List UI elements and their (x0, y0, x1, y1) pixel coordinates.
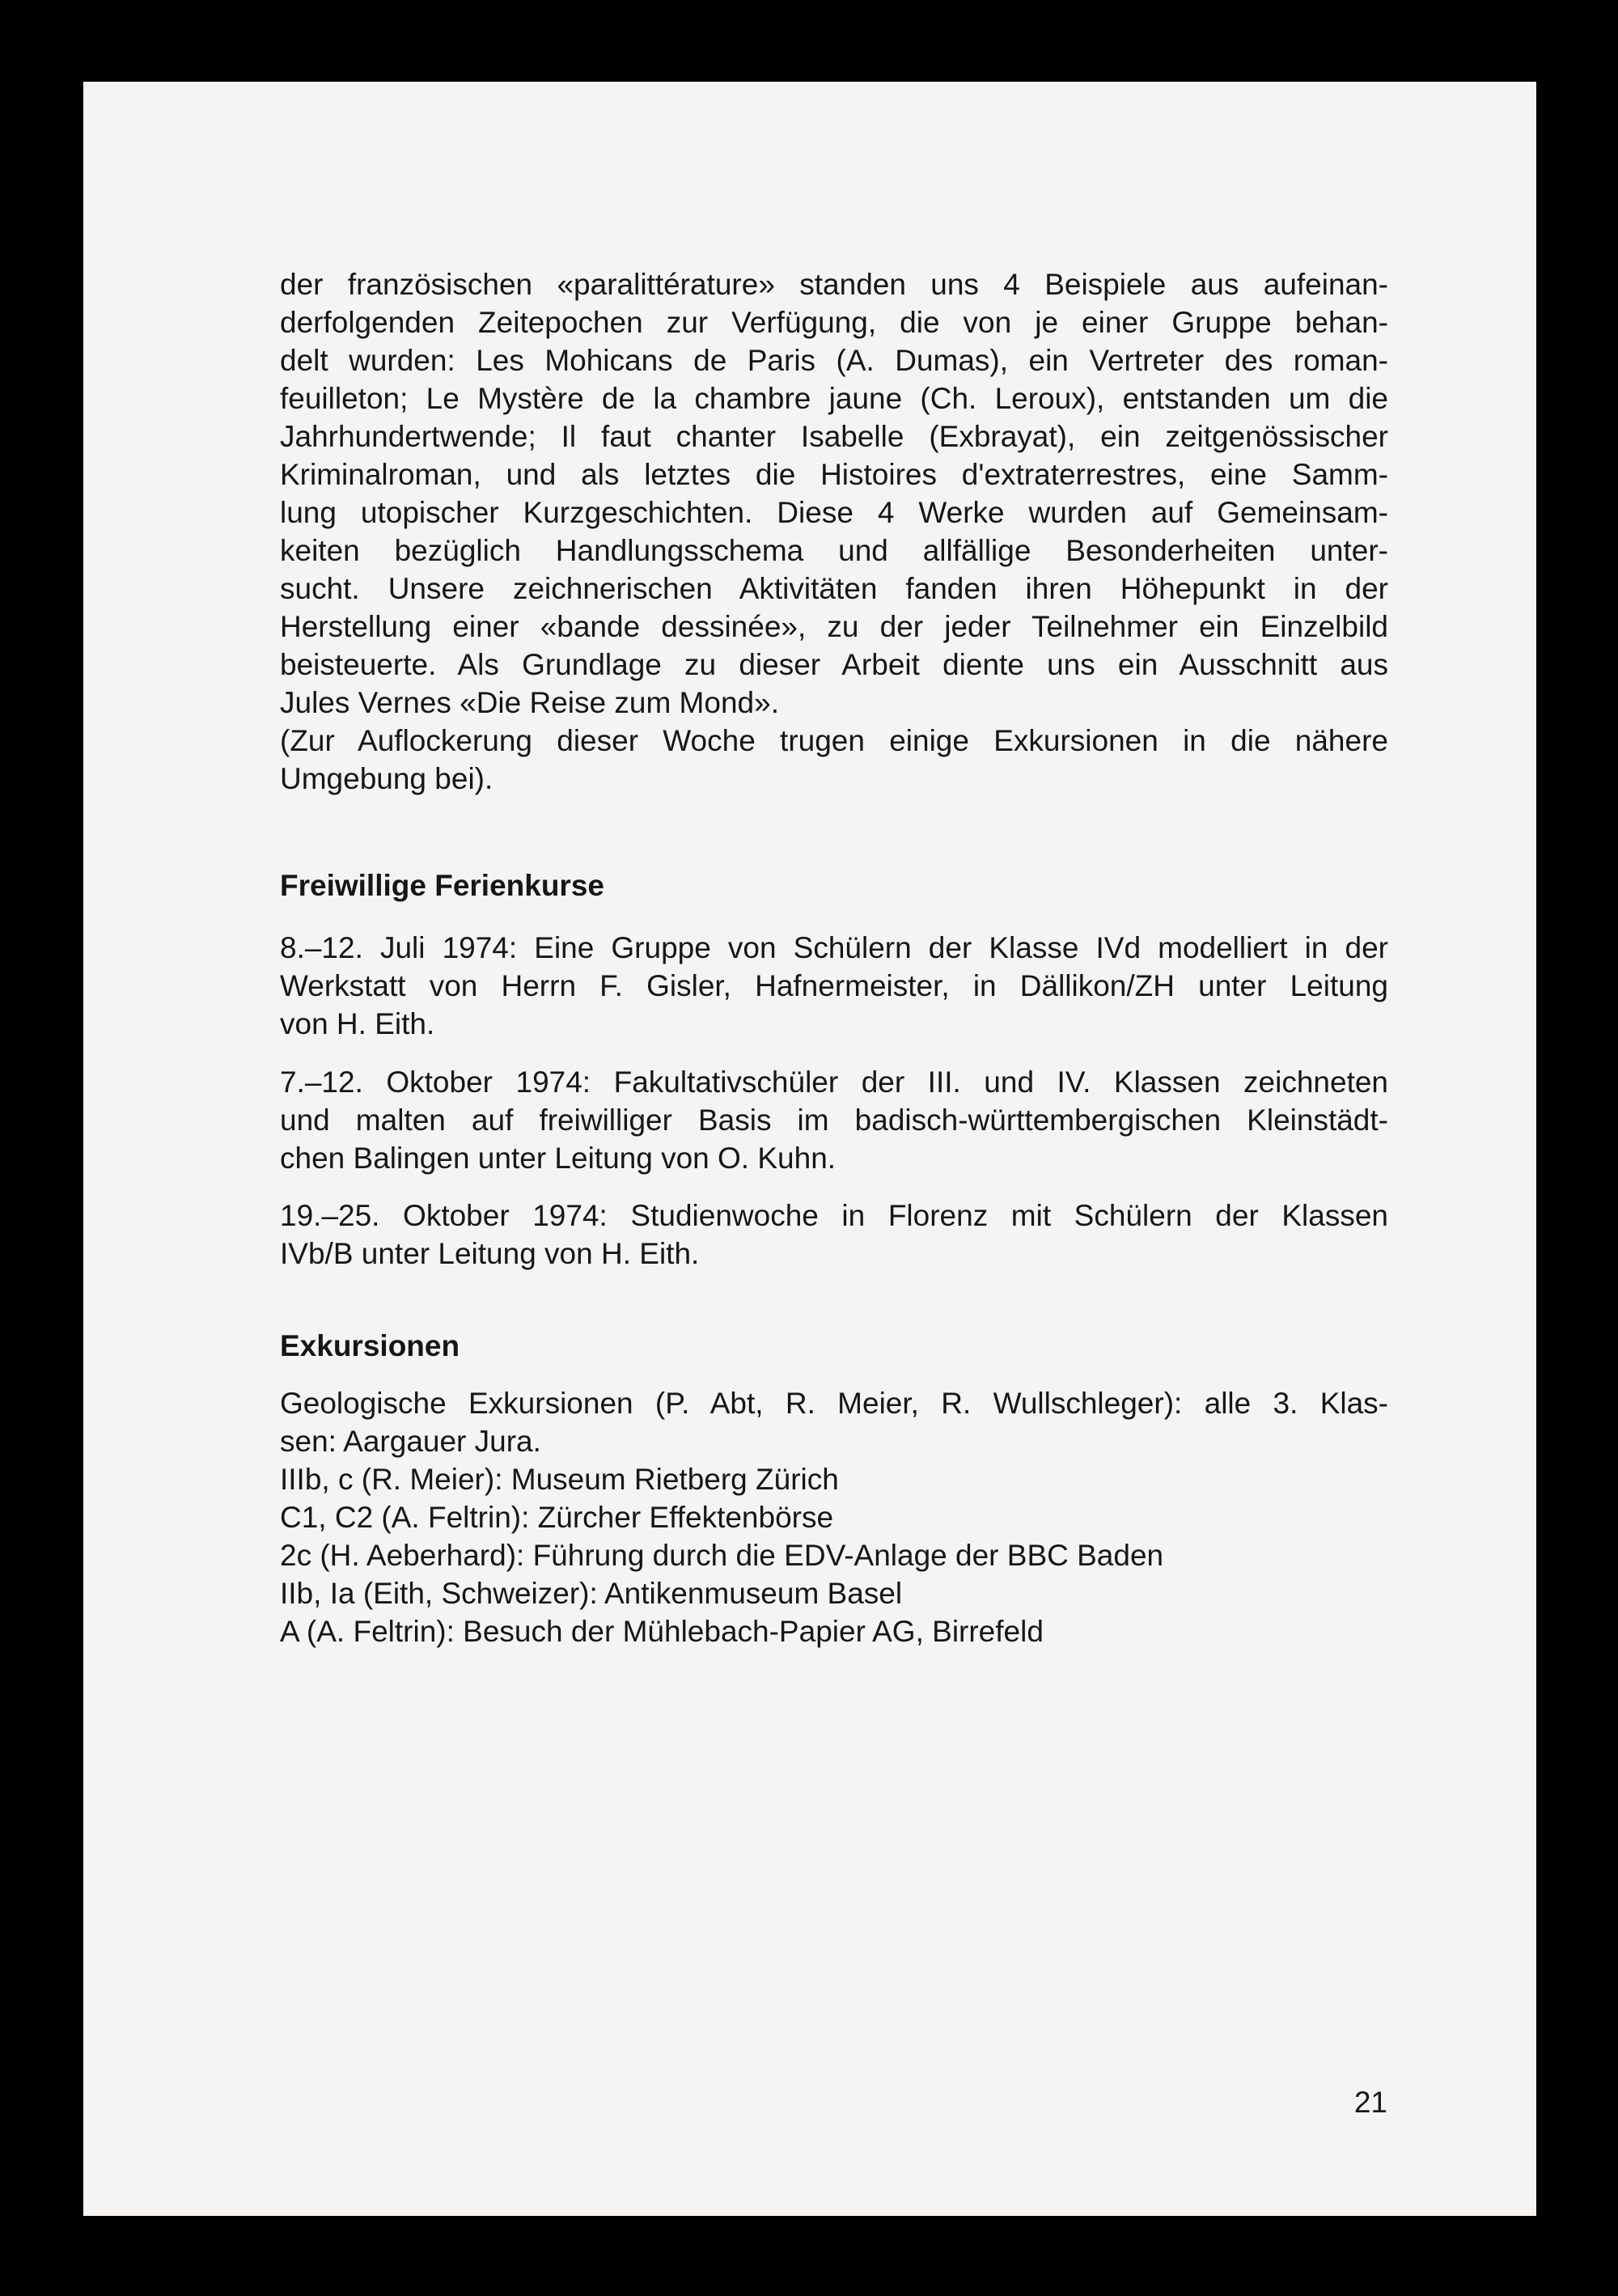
text-line: derfolgenden Zeitepochen zur Verfügung, die von je einer Gruppe behan- (280, 306, 1388, 339)
list-item: Geologische Exkursionen (P. Abt, R. Meier, R. Wullschleger): alle 3. Klas- (280, 1387, 1388, 1420)
text-line: und malten auf freiwilliger Basis im badisch-württembergischen Kleinstädt- (280, 1104, 1388, 1137)
text-line: beisteuerte. Als Grundlage zu dieser Arbeit diente uns ein Ausschnitt aus (280, 648, 1388, 681)
section-heading-exkursionen: Exkursionen (280, 1329, 460, 1362)
course-entry (280, 1197, 1388, 1273)
course-entry (280, 1063, 1388, 1177)
list-item: IIIb, c (R. Meier): Museum Rietberg Zürich (280, 1463, 839, 1496)
text-line: Werkstatt von Herrn F. Gisler, Hafnermeister, in Dällikon/ZH unter Leitung (280, 969, 1388, 1002)
text-line: der französischen «paralittérature» standen uns 4 Beispiele aus aufeinan- (280, 268, 1388, 301)
text-line: Jahrhundertwende; Il faut chanter Isabelle (Exbrayat), ein zeitgenössischer (280, 420, 1388, 453)
list-item: A (A. Feltrin): Besuch der Mühlebach-Papier AG, Birrefeld (280, 1615, 1044, 1648)
text-line: 19.–25. Oktober 1974: Studienwoche in Florenz mit Schülern der Klassen (280, 1199, 1388, 1232)
list-item: sen: Aargauer Jura. (280, 1425, 541, 1458)
text-line: Kriminalroman, und als letztes die Histoires d'extraterrestres, eine Samm- (280, 458, 1388, 491)
intro-paragraph (280, 265, 1388, 798)
section-heading-ferienkurse: Freiwillige Ferienkurse (280, 869, 604, 902)
text-line: IVb/B unter Leitung von H. Eith. (280, 1237, 700, 1270)
list-item: IIb, Ia (Eith, Schweizer): Antikenmuseum Basel (280, 1577, 903, 1610)
list-item: C1, C2 (A. Feltrin): Zürcher Effektenbörse (280, 1501, 834, 1534)
text-line: 8.–12. Juli 1974: Eine Gruppe von Schülern der Klasse IVd modelliert in der (280, 931, 1388, 964)
document-page (83, 82, 1536, 2216)
text-line: chen Balingen unter Leitung von O. Kuhn. (280, 1142, 837, 1175)
list-item: 2c (H. Aeberhard): Führung durch die EDV-Anlage der BBC Baden (280, 1539, 1164, 1572)
text-line: sucht. Unsere zeichnerischen Aktivitäten fanden ihren Höhepunkt in der (280, 572, 1388, 605)
course-entry (280, 929, 1388, 1043)
text-line: Umgebung bei). (280, 762, 493, 795)
text-line: 7.–12. Oktober 1974: Fakultativschüler der III. und IV. Klassen zeichneten (280, 1065, 1388, 1099)
text-line: von H. Eith. (280, 1007, 435, 1040)
text-line: feuilleton; Le Mystère de la chambre jaune (Ch. Leroux), entstanden um die (280, 382, 1388, 415)
text-line: keiten bezüglich Handlungsschema und allfällige Besonderheiten unter- (280, 534, 1388, 567)
text-line: delt wurden: Les Mohicans de Paris (A. Dumas), ein Vertreter des roman- (280, 344, 1388, 377)
excursion-list (280, 1384, 1388, 1650)
text-line: (Zur Auflockerung dieser Woche trugen einige Exkursionen in die nähere (280, 724, 1388, 757)
text-line: Herstellung einer «bande dessinée», zu der jeder Teilnehmer ein Einzelbild (280, 610, 1388, 643)
text-line: lung utopischer Kurzgeschichten. Diese 4 Werke wurden auf Gemeinsam- (280, 496, 1388, 529)
text-line: Jules Vernes «Die Reise zum Mond». (280, 686, 779, 719)
page-number: 21 (1353, 2086, 1387, 2119)
